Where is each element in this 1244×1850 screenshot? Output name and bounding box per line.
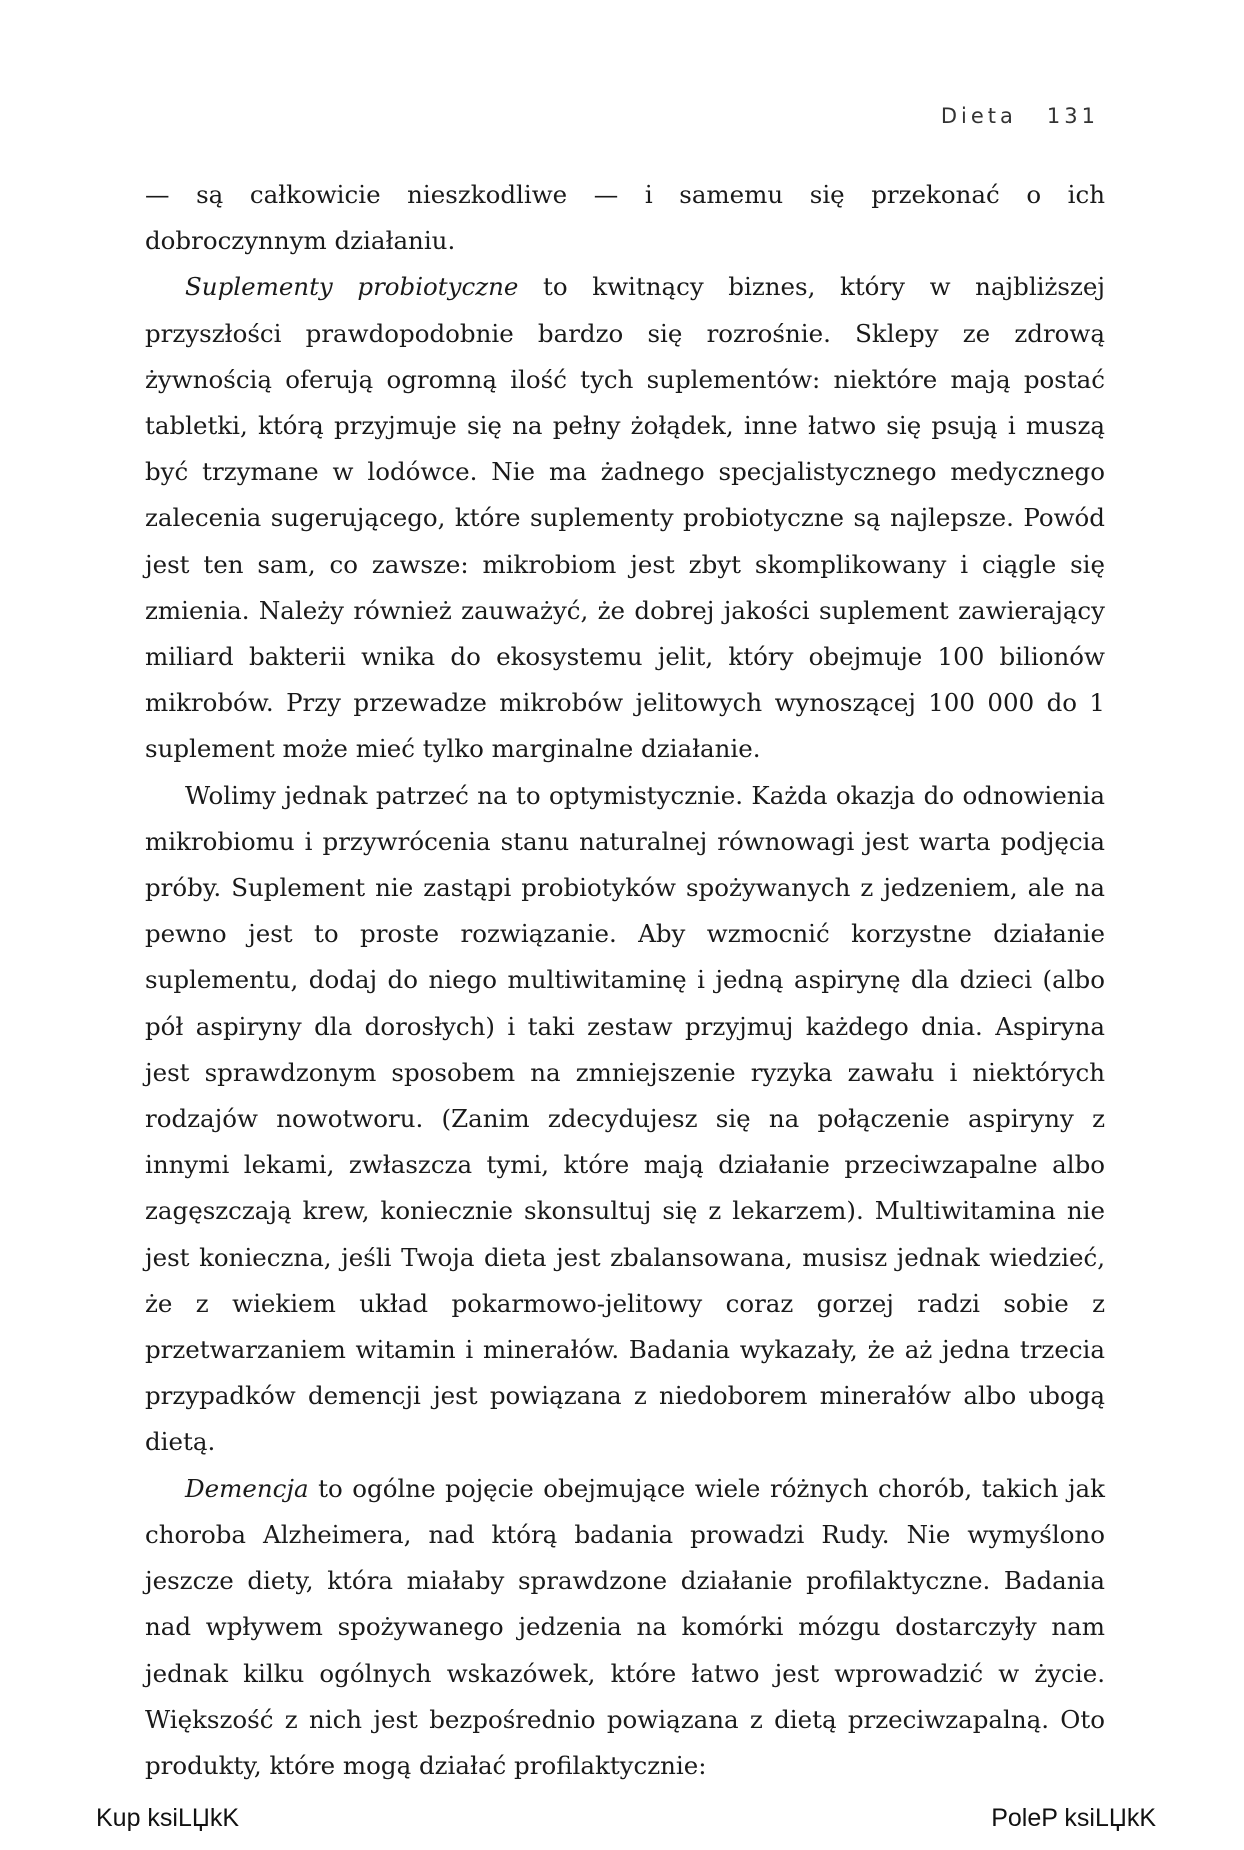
term-suplementy: Suplementy probiotyczne: [185, 272, 519, 302]
paragraph-3: [145, 773, 1105, 1466]
page-number: 131: [1046, 104, 1099, 128]
recommend-book-link[interactable]: PoleP ksiLЏkK: [991, 1804, 1156, 1832]
term-demencja: Demencja: [185, 1473, 309, 1503]
paragraph-1-text: — są całkowicie nieszkodliwe — i samemu się przekonać o ich dobroczynnym działaniu.: [145, 180, 1105, 256]
paragraph-4-text: to ogólne pojęcie obejmujące wiele różnych chorób, takich jak choroba Alzheimera, nad którą badania prowadzi Rudy. Nie wymyślono jeszcze diety, która miałaby sprawdzone działanie profilaktyczne. Badania nad wpływem spożywanego jedzenia na komórki mózgu dostarczyły nam jednak kilku ogólnych wskazówek, które łatwo jest wprowadzić w życie. Większość z nich jest bezpośrednio powiązana z dietą przeciwzapalną. Oto produkty, które mogą działać profilaktycznie:: [145, 1473, 1105, 1780]
section-title: Dieta: [940, 104, 1017, 128]
paragraph-1: [145, 172, 1105, 264]
paragraph-2: [145, 264, 1105, 772]
running-head: [941, 104, 1099, 128]
paragraph-3-text: Wolimy jednak patrzeć na to optymistycznie. Każda okazja do odnowienia mikrobiomu i przywrócenia stanu naturalnej równowagi jest warta podjęcia próby. Suplement nie zastąpi probiotyków spożywanych z jedzeniem, ale na pewno jest to proste rozwiązanie. Aby wzmocnić korzystne działanie suplementu, dodaj do niego multiwitaminę i jedną aspirynę dla dzieci (albo pół aspiryny dla dorosłych) i taki zestaw przyjmuj każdego dnia. Aspiryna jest sprawdzonym sposobem na zmniejszenie ryzyka zawału i niektórych rodzajów nowotworu. (Zanim zdecydujesz się na połączenie aspiryny z innymi lekami, zwłaszcza tymi, które mają działanie przeciwzapalne albo zagęszczają krew, koniecznie skonsultuj się z lekarzem). Multiwitamina nie jest konieczna, jeśli Twoja dieta jest zbalansowana, musisz jednak wiedzieć, że z wiekiem układ pokarmowo-jelitowy coraz gorzej radzi sobie z przetwarzaniem witamin i minerałów. Badania wykazały, że aż jedna trzecia przypadków demencji jest powiązana z niedoborem minerałów albo ubogą dietą.: [145, 780, 1105, 1457]
paragraph-4: [145, 1466, 1105, 1789]
paragraph-2-text: to kwitnący biznes, który w najbliższej przyszłości prawdopodobnie bardzo się rozrośnie. Sklepy ze zdrową żywnością oferują ogromną ilość tych suplementów: niektóre mają postać tabletki, którą przyjmuje się na pełny żołądek, inne łatwo się psują i muszą być trzymane w lodówce. Nie ma żadnego specjalistycznego medycznego zalecenia sugerującego, które suplementy probiotyczne są najlepsze. Powód jest ten sam, co zawsze: mikrobiom jest zbyt skomplikowany i ciągle się zmienia. Należy również zauważyć, że dobrej jakości suplement zawierający miliard bakterii wnika do ekosystemu jelit, który obejmuje 100 bilionów mikrobów. Przy przewadze mikrobów jelitowych wynoszącej 100 000 do 1 suplement może mieć tylko marginalne działanie.: [145, 272, 1105, 764]
buy-book-link[interactable]: Kup ksiLЏkK: [96, 1804, 240, 1832]
body-text: [145, 172, 1105, 1789]
